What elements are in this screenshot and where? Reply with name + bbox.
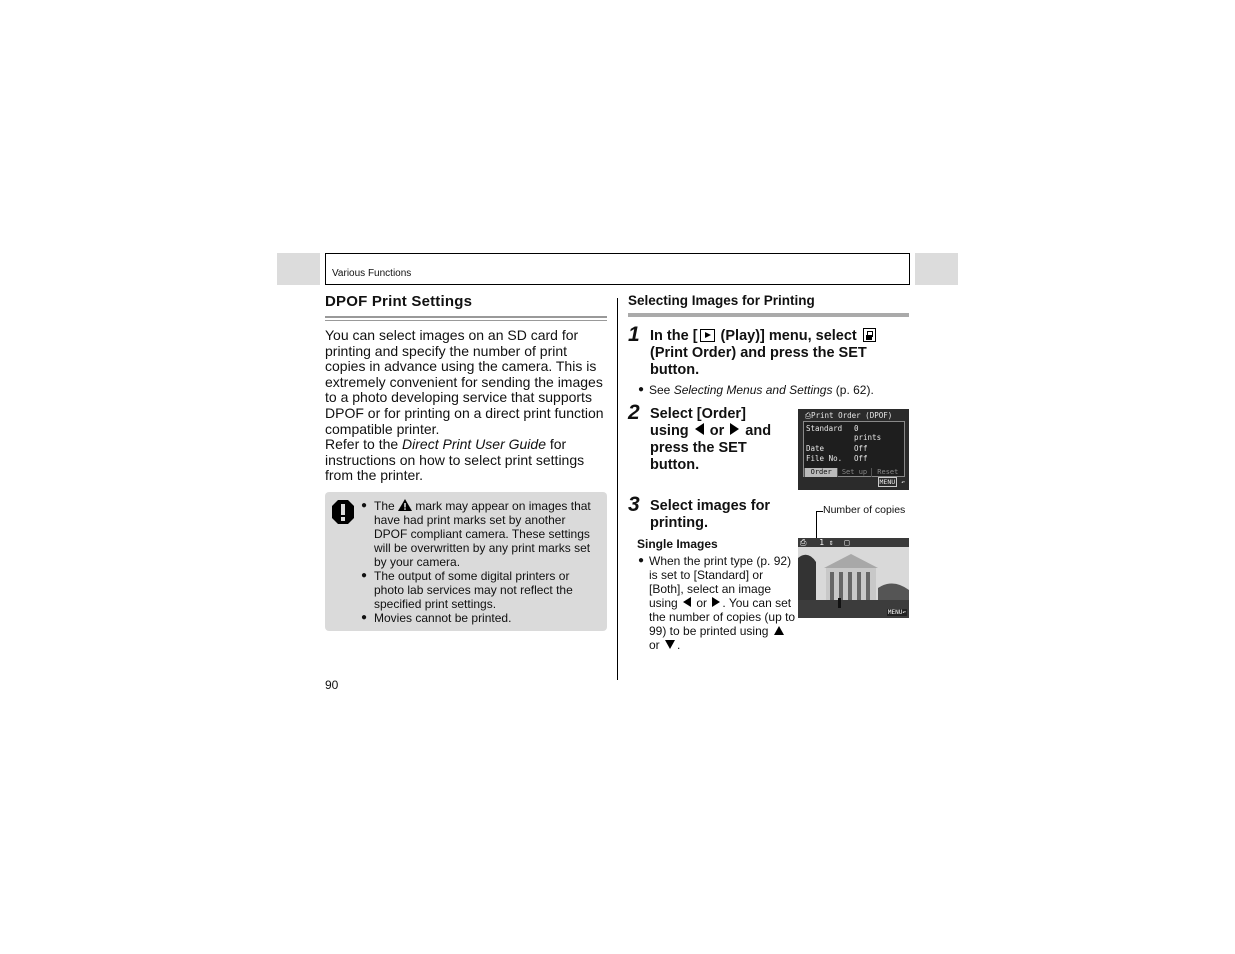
intro-paragraph-2 — [325, 437, 607, 484]
lcd-tab-reset: Reset — [871, 468, 904, 477]
lcd-title-text: Print Order (DPOF) — [811, 411, 893, 420]
print-icon: ⎙ — [800, 538, 807, 547]
caution-item-1-pre: The — [374, 499, 399, 513]
right-column — [628, 293, 909, 652]
section-header-text: Various Functions — [332, 268, 412, 279]
step-3-note-end: . — [677, 638, 681, 652]
step-1-note-pre: See — [649, 383, 674, 397]
step-1-text — [650, 328, 905, 379]
copies-counter: 1 — [819, 538, 825, 547]
lcd-value: Off — [854, 444, 868, 453]
caution-item — [361, 499, 599, 569]
direct-print-guide-title: Direct Print User Guide — [402, 436, 546, 453]
photo-menu-text: MENU — [887, 609, 903, 616]
building-photo — [798, 538, 909, 618]
right-arrow-icon — [712, 597, 720, 607]
step-2-number: 2 — [628, 401, 640, 424]
lcd-tabs — [804, 468, 904, 477]
lcd-menu-return: MENU ↶ — [879, 478, 905, 486]
step-1-post: (Print Order) and press the SET button. — [650, 345, 867, 378]
callout-line — [816, 511, 823, 512]
camera-photo-preview — [798, 538, 909, 618]
lcd-panel — [803, 421, 905, 477]
down-arrow-icon — [665, 640, 675, 649]
lcd-row-standard — [806, 424, 882, 442]
step-2-pre: using — [650, 423, 693, 439]
lcd-title: ⎙Print Order (DPOF) — [805, 411, 893, 420]
warning-triangle-icon — [398, 499, 412, 511]
lcd-value: 0 prints — [854, 424, 882, 442]
step-3-note-or-2: or — [649, 638, 664, 652]
intro-text — [325, 328, 607, 484]
step-3-note-or: or — [693, 596, 711, 610]
frame-icon: □ — [844, 538, 850, 547]
lcd-print-order-screen — [798, 409, 909, 490]
page-tab-right — [915, 253, 958, 285]
left-arrow-icon — [695, 423, 704, 435]
page-number: 90 — [325, 678, 339, 692]
step-1-mid: (Play)] menu, select — [716, 328, 861, 344]
print-order-icon — [863, 328, 876, 342]
page-tab-left — [277, 253, 320, 285]
dpof-title: DPOF Print Settings — [325, 293, 473, 310]
step-1-number: 1 — [628, 323, 640, 346]
column-divider — [617, 298, 618, 680]
caution-list — [361, 499, 599, 625]
photo-menu-label: MENU↶ — [887, 609, 906, 616]
left-arrow-icon — [683, 597, 691, 607]
number-of-copies-callout: Number of copies — [823, 504, 906, 516]
step-2-or: or — [705, 423, 729, 439]
up-arrow-icon — [774, 626, 784, 635]
step-3-number: 3 — [628, 493, 640, 516]
selecting-menus-ref: Selecting Menus and Settings — [673, 383, 833, 397]
intro-text-pre: Refer to the — [325, 436, 403, 453]
step-2-post: and press the SET button. — [650, 423, 772, 473]
title-rule — [325, 316, 607, 321]
lcd-tab-set-up: Set up — [837, 468, 870, 477]
lcd-tab-order: Order — [804, 468, 837, 477]
right-arrow-icon — [730, 423, 739, 435]
caution-item-1-post: mark may appear on images that have had print marks set by another DPOF compliant camera. These settings will be overwritten by any print marks set by your camera. — [374, 499, 591, 569]
caution-icon — [331, 499, 355, 525]
step-1-pre: In the [ — [650, 328, 698, 344]
photo-status-bar — [798, 538, 909, 547]
caution-box — [325, 492, 607, 631]
step-2-line1: Select [Order] — [650, 406, 746, 422]
intro-paragraph-1: You can select images on an SD card for printing and specify the number of print copies in advance using the camera. This is extremely convenient for sending the images to a photo developing service that supports DPOF or for printing on a direct print function compatible printer. — [325, 327, 604, 437]
up-down-icon: ⇕ — [828, 538, 834, 547]
selecting-images-title: Selecting Images for Printing — [628, 293, 909, 317]
intro-text-post: for instructions on how to select print settings from the printer. — [325, 436, 585, 484]
step-3-note-b: . You can set the number of copies (up to 99) to be printed using — [649, 596, 796, 638]
step-2-text — [650, 406, 790, 474]
lcd-value: Off — [854, 454, 868, 463]
step-1-note — [638, 383, 919, 397]
step-3-note — [638, 554, 797, 652]
caution-item: ● The output of some digital printers or photo lab services may not reflect the specified print settings. — [361, 569, 599, 611]
lcd-row-date — [806, 444, 868, 453]
lcd-label: Date — [806, 444, 825, 453]
lcd-label: Standard — [806, 424, 843, 433]
lcd-menu-label: MENU — [879, 478, 896, 486]
left-column — [325, 293, 607, 625]
play-icon — [700, 329, 715, 342]
caution-item: ● Movies cannot be printed. — [361, 611, 599, 625]
step-3-text: Select images for printing. — [650, 498, 771, 531]
step-3-note-a: When the print type (p. 92) is set to [Standard] or [Both], select an image using — [649, 554, 792, 610]
lcd-label: File No. — [806, 454, 843, 463]
step-1-note-post: (p. 62). — [832, 383, 874, 397]
lcd-row-file-no — [806, 454, 868, 463]
single-images-heading: Single Images — [637, 537, 718, 551]
section-header — [325, 253, 910, 285]
